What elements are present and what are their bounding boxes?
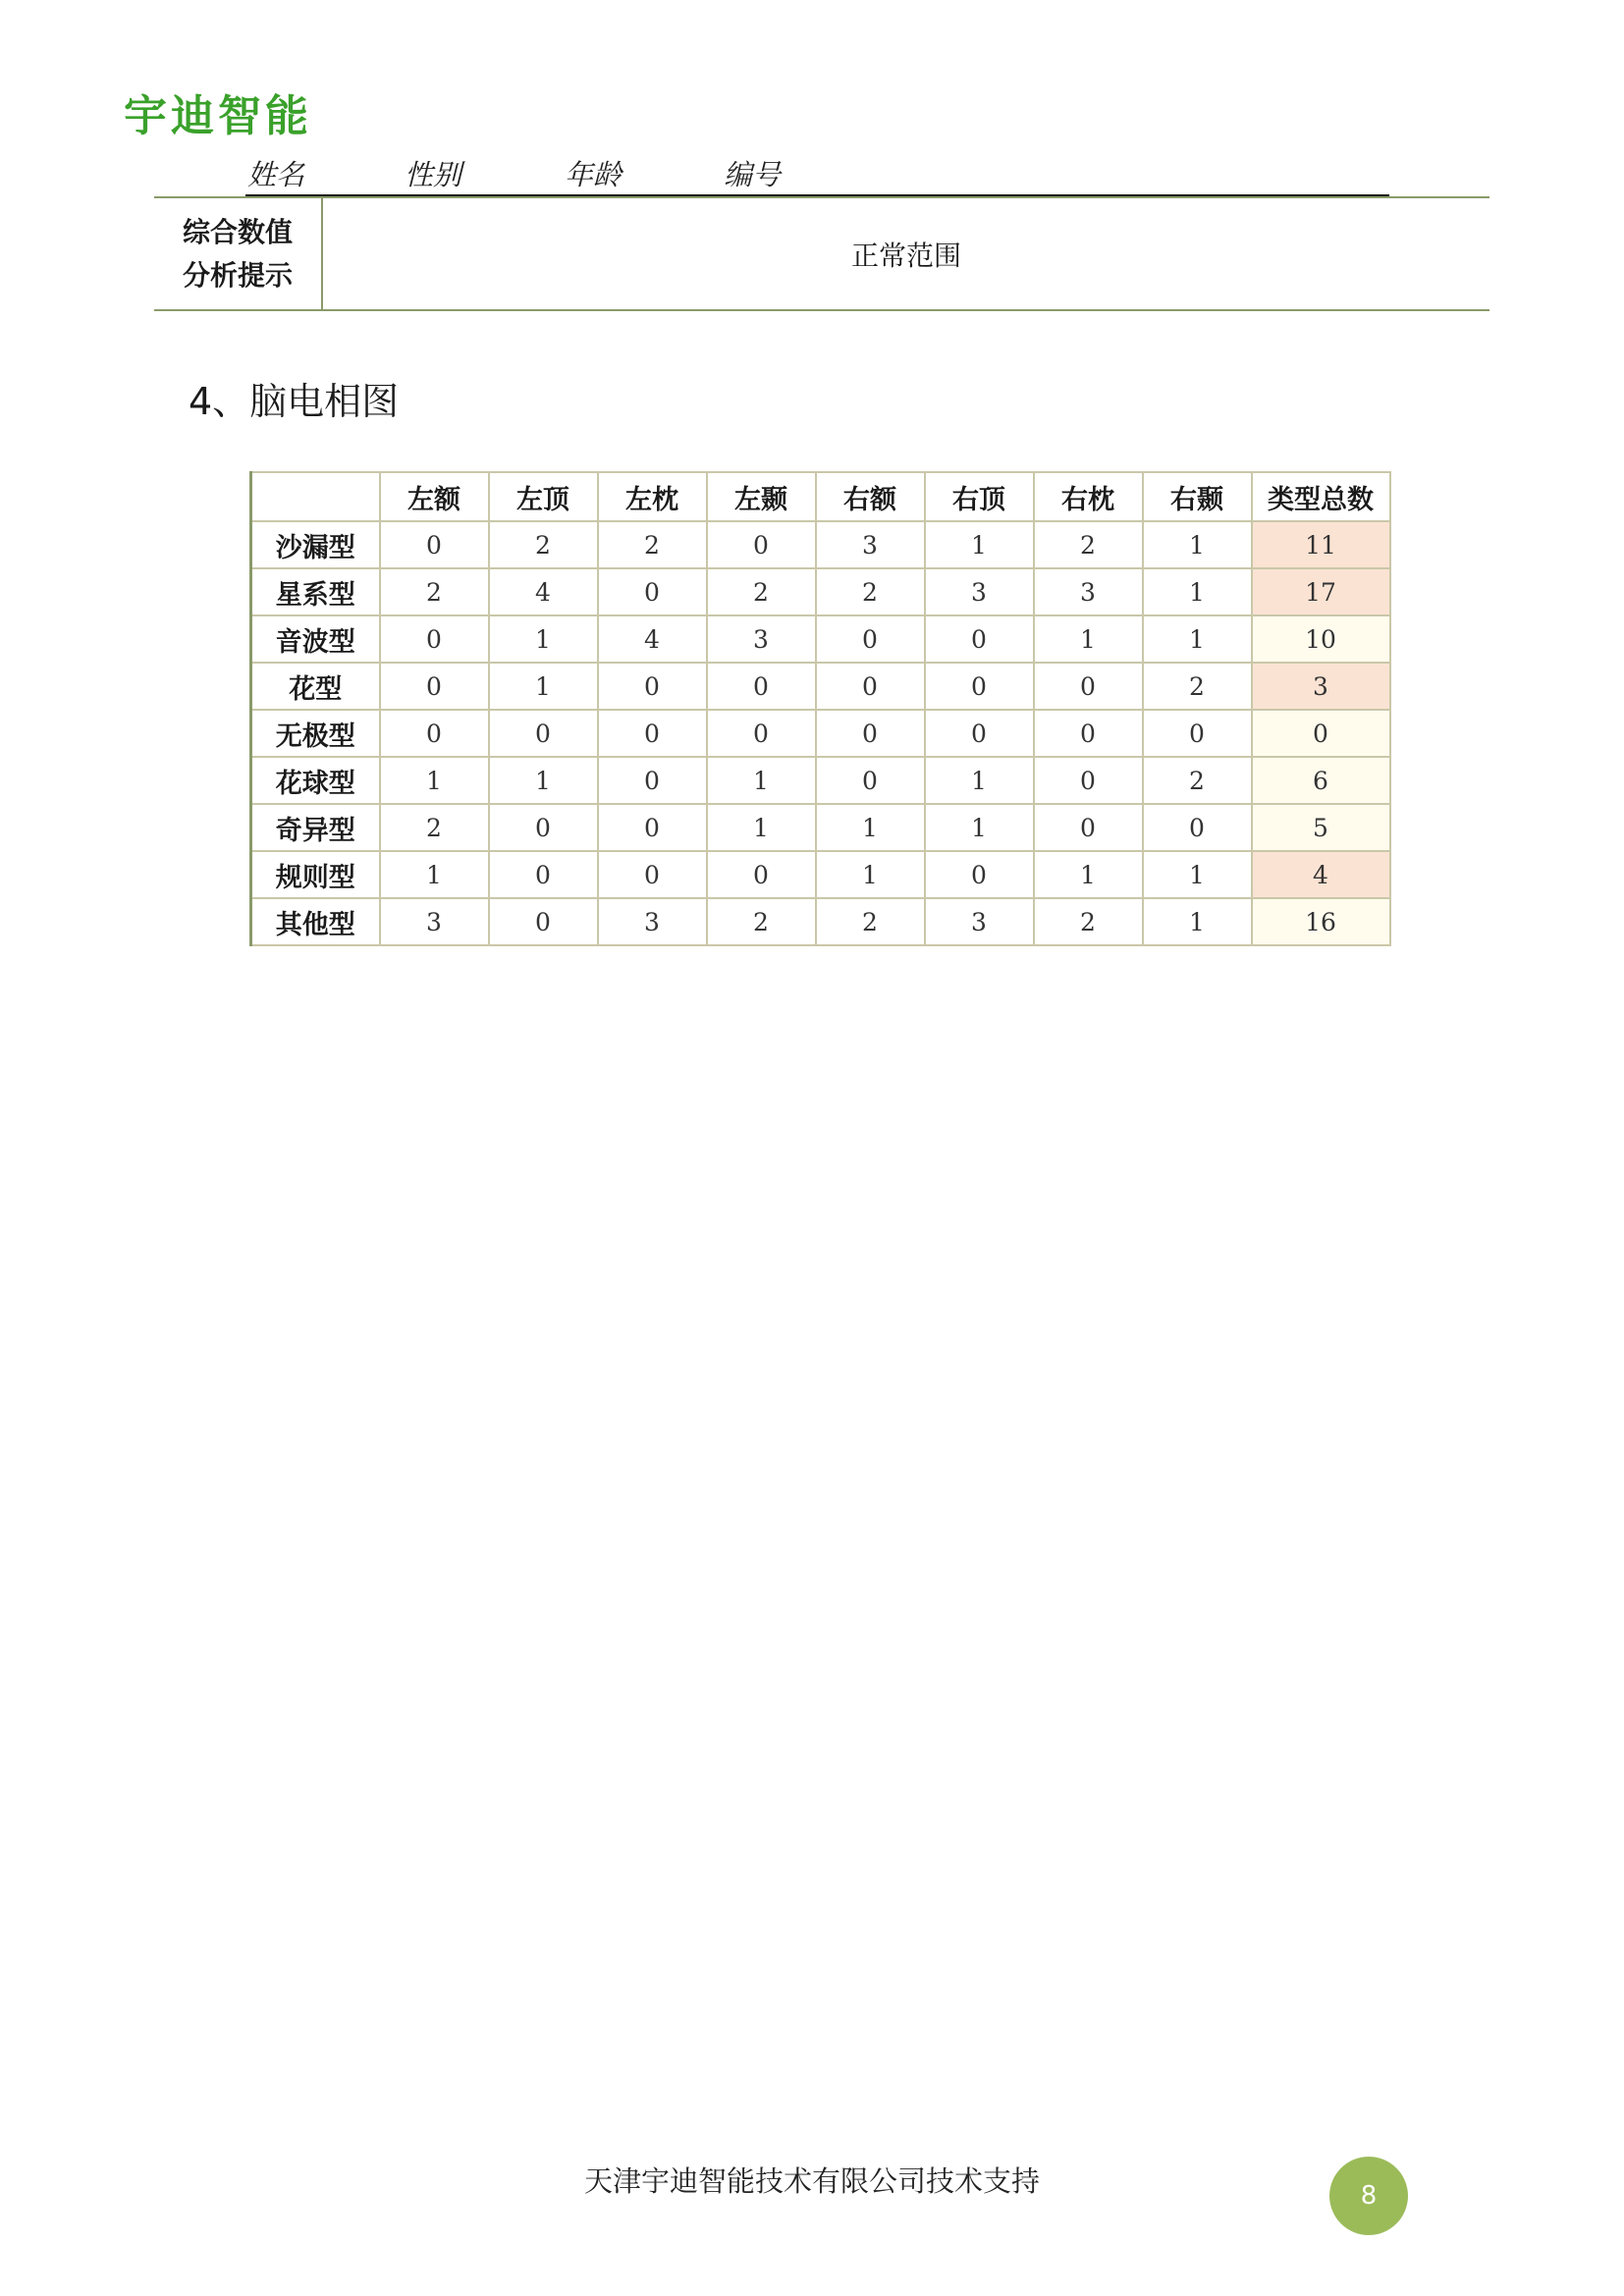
type-total-cell: 4: [1252, 851, 1390, 898]
type-total-cell: 6: [1252, 757, 1390, 804]
row-label: 沙漏型: [251, 521, 380, 568]
table-cell: 1: [1143, 851, 1252, 898]
table-cell: 0: [489, 851, 598, 898]
table-row: [251, 568, 1390, 615]
row-label: 音波型: [251, 615, 380, 663]
name-field-label: 姓名: [247, 158, 305, 191]
table-cell: 0: [707, 710, 816, 757]
eeg-phase-table: [249, 471, 1391, 946]
table-cell: 0: [816, 663, 925, 710]
table-cell: 1: [816, 804, 925, 851]
table-cell: 1: [380, 757, 489, 804]
table-cell: 2: [489, 521, 598, 568]
table-cell: 1: [1034, 851, 1143, 898]
type-total-cell: 3: [1252, 663, 1390, 710]
table-cell: 1: [925, 521, 1034, 568]
table-cell: 0: [598, 663, 707, 710]
column-header: 右枕: [1034, 472, 1143, 521]
summary-value: 正常范围: [850, 239, 961, 272]
table-cell: 0: [816, 757, 925, 804]
table-cell: 2: [380, 568, 489, 615]
row-label: 其他型: [251, 898, 380, 945]
column-header: 左枕: [598, 472, 707, 521]
type-total-cell: 5: [1252, 804, 1390, 851]
table-cell: 3: [380, 898, 489, 945]
table-cell: 0: [707, 663, 816, 710]
table-cell: 3: [707, 615, 816, 663]
table-row: [251, 521, 1390, 568]
table-cell: 0: [489, 804, 598, 851]
row-label: 花球型: [251, 757, 380, 804]
table-cell: 0: [1034, 804, 1143, 851]
type-total-cell: 0: [1252, 710, 1390, 757]
type-total-cell: 17: [1252, 568, 1390, 615]
table-cell: 1: [1143, 521, 1252, 568]
table-cell: 1: [1143, 615, 1252, 663]
table-cell: 0: [380, 710, 489, 757]
row-label: 奇异型: [251, 804, 380, 851]
table-cell: 0: [598, 568, 707, 615]
table-cell: 4: [598, 615, 707, 663]
table-row: [251, 804, 1390, 851]
table-cell: 0: [1034, 663, 1143, 710]
table-cell: 2: [816, 568, 925, 615]
table-cell: 0: [1034, 757, 1143, 804]
table-cell: 1: [489, 663, 598, 710]
table-header-row: [251, 472, 1390, 521]
table-cell: 0: [925, 851, 1034, 898]
row-label: 无极型: [251, 710, 380, 757]
gender-field-label: 性别: [405, 158, 462, 191]
table-cell: 0: [489, 898, 598, 945]
table-cell: 2: [707, 568, 816, 615]
summary-label-line1: 综合数值: [182, 215, 293, 248]
row-label: 花型: [251, 663, 380, 710]
table-row: [251, 710, 1390, 757]
column-header: 右颞: [1143, 472, 1252, 521]
table-cell: 2: [380, 804, 489, 851]
table-cell: 1: [1143, 568, 1252, 615]
table-cell: 0: [925, 615, 1034, 663]
table-cell: 2: [1143, 757, 1252, 804]
column-header: 右顶: [925, 472, 1034, 521]
table-cell: 3: [925, 898, 1034, 945]
table-row: [251, 757, 1390, 804]
table-cell: 4: [489, 568, 598, 615]
table-cell: 1: [707, 804, 816, 851]
column-header: 类型总数: [1252, 472, 1390, 521]
table-cell: 0: [1034, 710, 1143, 757]
table-cell: 2: [1143, 663, 1252, 710]
company-logo: 宇迪智能: [124, 91, 312, 141]
age-field-label: 年龄: [565, 158, 623, 191]
table-cell: 0: [925, 710, 1034, 757]
summary-box: [154, 196, 1489, 311]
row-label: 规则型: [251, 851, 380, 898]
table-cell: 0: [598, 851, 707, 898]
table-cell: 0: [707, 851, 816, 898]
patient-info-line: [245, 147, 1389, 197]
table-cell: 1: [380, 851, 489, 898]
table-cell: 0: [816, 710, 925, 757]
table-cell: 1: [1143, 898, 1252, 945]
table-cell: 2: [707, 898, 816, 945]
table-cell: 0: [707, 521, 816, 568]
summary-label: [154, 198, 323, 309]
table-cell: 1: [816, 851, 925, 898]
table-cell: 1: [925, 757, 1034, 804]
table-cell: 1: [489, 615, 598, 663]
summary-label-line2: 分析提示: [182, 258, 293, 292]
table-cell: 0: [598, 710, 707, 757]
column-header: 左额: [380, 472, 489, 521]
footer-text: 天津宇迪智能技术有限公司技术支持: [583, 2164, 1040, 2198]
type-total-cell: 11: [1252, 521, 1390, 568]
table-row: [251, 851, 1390, 898]
table-cell: 1: [707, 757, 816, 804]
page-number-badge: 8: [1329, 2157, 1408, 2235]
table-cell: 0: [925, 663, 1034, 710]
table-cell: 0: [489, 710, 598, 757]
table-cell: 0: [380, 615, 489, 663]
table-cell: 0: [1143, 804, 1252, 851]
column-header: 左顶: [489, 472, 598, 521]
table-cell: 0: [598, 757, 707, 804]
row-label: 星系型: [251, 568, 380, 615]
table-cell: 2: [598, 521, 707, 568]
id-field-label: 编号: [724, 158, 782, 191]
table-corner-cell: [251, 472, 380, 521]
column-header: 左颞: [707, 472, 816, 521]
table-row: [251, 898, 1390, 945]
table-cell: 1: [925, 804, 1034, 851]
type-total-cell: 16: [1252, 898, 1390, 945]
table-row: [251, 663, 1390, 710]
section-title: 4、脑电相图: [189, 380, 400, 423]
table-cell: 1: [489, 757, 598, 804]
table-cell: 3: [598, 898, 707, 945]
table-cell: 0: [1143, 710, 1252, 757]
table-cell: 2: [1034, 521, 1143, 568]
table-cell: 0: [380, 663, 489, 710]
type-total-cell: 10: [1252, 615, 1390, 663]
table-cell: 0: [380, 521, 489, 568]
table-cell: 1: [1034, 615, 1143, 663]
table-cell: 0: [816, 615, 925, 663]
table-cell: 2: [816, 898, 925, 945]
table-cell: 3: [816, 521, 925, 568]
table-row: [251, 615, 1390, 663]
table-cell: 3: [1034, 568, 1143, 615]
table-cell: 3: [925, 568, 1034, 615]
table-cell: 2: [1034, 898, 1143, 945]
column-header: 右额: [816, 472, 925, 521]
table-cell: 0: [598, 804, 707, 851]
